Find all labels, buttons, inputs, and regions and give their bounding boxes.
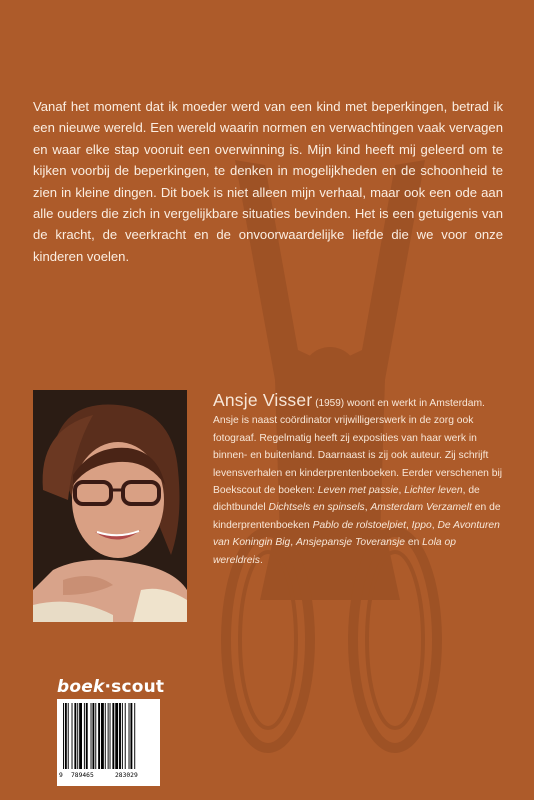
book-title: Ansjepansje Toveransje xyxy=(296,537,405,549)
barcode-bar xyxy=(86,703,88,769)
publisher-logo-dot: · xyxy=(104,677,112,697)
barcode-bar xyxy=(63,703,64,769)
book-title: Pablo de rolstoelpiet xyxy=(312,519,406,531)
bio-text-3: en de kinderprentenboeken xyxy=(213,502,501,531)
barcode-bar xyxy=(72,703,73,769)
bio-separator: , xyxy=(290,537,297,549)
author-name: Ansje Visser xyxy=(213,390,313,410)
publisher-logo xyxy=(57,677,164,697)
blurb-text: Vanaf het moment dat ik moeder werd van een kind met beperkingen, betrad ik een nieuwe wereld. Een wereld waarin normen en verwachtingen vaak vervagen en waar elke stap vooruit een overwinning is. Mijn kind heeft mij geleerd om te kijken voorbij de beperkingen, te denken in mogelijkheden en de schoonheid te zien in kleine dingen. Dit boek is niet alleen mijn verhaal, maar ook een ode aan alle ouders die zich in vergelijkbare situaties bevinden. Het is een getuigenis van de kracht, de veerkracht en de onvoorwaardelijke liefde die we voor onze kinderen voelen. xyxy=(33,99,503,264)
barcode-bar xyxy=(74,703,76,769)
barcode-bar xyxy=(77,703,78,769)
book-title: De Avonturen van Koningin Big xyxy=(213,519,500,549)
bio-separator: , xyxy=(405,519,412,531)
barcode-bar xyxy=(108,703,109,769)
barcode-bar xyxy=(91,703,92,769)
barcode-bar xyxy=(105,703,106,769)
author-years: (1959) xyxy=(315,398,345,409)
barcode-digits xyxy=(57,772,160,784)
author-portrait-icon xyxy=(33,390,187,622)
barcode-bar xyxy=(129,703,130,769)
bio-text-1: woont en werkt in Amsterdam. Ansje is naast coördinator vrijwilligerswerk in de zorg ook fotograaf. Regelmatig heeft zij exposities van haar werk in binnen- en buitenland. Daarnaast is zij ook auteur. Zij schrijft levensverhalen en kinderprentenboeken. Eerder verschenen bij Boekscout de boeken: xyxy=(213,398,503,497)
author-photo xyxy=(33,390,187,622)
barcode-digits-left: 789465 xyxy=(71,772,94,779)
barcode-bars-icon xyxy=(57,699,160,772)
publisher-logo-part2: scout xyxy=(111,677,165,697)
book-title: Lichter leven xyxy=(404,485,463,497)
bio-separator: , xyxy=(364,502,371,514)
barcode-bar xyxy=(95,703,96,769)
book-title: Dichtsels en spinsels xyxy=(268,502,365,514)
barcode-bar xyxy=(68,703,69,769)
book-title: Amsterdam Verzamelt xyxy=(370,502,472,514)
book-title: Ippo xyxy=(411,519,432,531)
bio-text-5: . xyxy=(259,554,263,566)
barcode-digit-lead: 9 xyxy=(59,772,63,779)
bio-separator: , xyxy=(431,519,438,531)
barcode-bar xyxy=(98,703,100,769)
publisher-logo-part1: boek xyxy=(57,677,105,697)
isbn-barcode xyxy=(57,699,160,786)
barcode-bar xyxy=(92,703,94,769)
barcode-digits-right: 283029 xyxy=(115,772,138,779)
book-title: Leven met passie xyxy=(317,485,399,497)
barcode-bar xyxy=(122,703,123,769)
barcode-bar xyxy=(130,703,132,769)
barcode-bar xyxy=(110,703,111,769)
bio-separator: , xyxy=(398,485,405,497)
barcode-bar xyxy=(119,703,121,769)
barcode-bar xyxy=(125,703,126,769)
book-title: Lola op wereldreis xyxy=(213,537,456,566)
bio-text-4: en xyxy=(404,537,423,549)
bio-text-2: , de dichtbundel xyxy=(213,485,480,514)
barcode-bar xyxy=(112,703,114,769)
barcode-bar xyxy=(101,703,104,769)
barcode-bar xyxy=(134,703,135,769)
barcode-bar xyxy=(84,703,85,769)
barcode-bar xyxy=(79,703,82,769)
author-bio xyxy=(213,392,503,569)
barcode-bar xyxy=(65,703,67,769)
barcode-bar xyxy=(115,703,118,769)
